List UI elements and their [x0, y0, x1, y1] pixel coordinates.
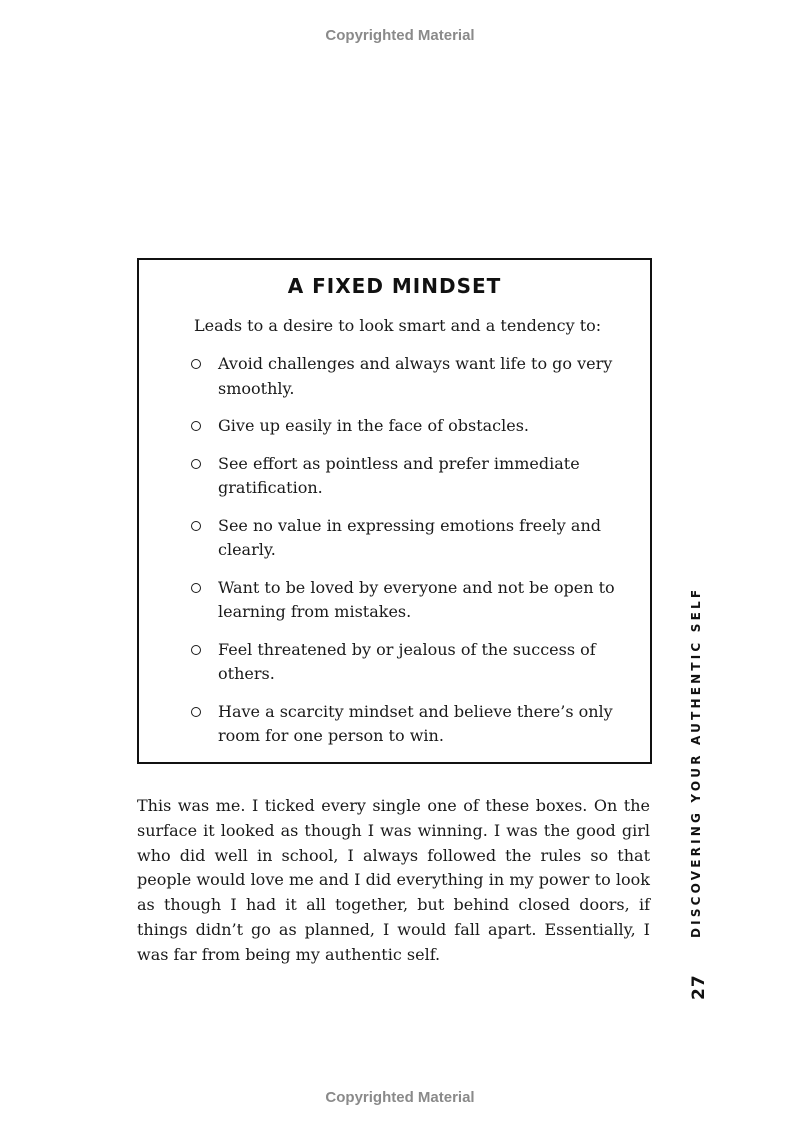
circle-bullet-icon — [191, 521, 201, 531]
circle-bullet-icon — [191, 421, 201, 431]
list-item-text: See effort as pointless and prefer immediate gratification. — [218, 453, 580, 497]
list-item-text: Feel threatened by or jealous of the success of others. — [218, 639, 596, 683]
list-item-text: See no value in expressing emotions freely and clearly. — [218, 515, 601, 559]
list-item — [191, 352, 631, 401]
copyright-watermark-top: Copyrighted Material — [325, 27, 475, 44]
page-number: 27 — [689, 974, 709, 1000]
circle-bullet-icon — [191, 359, 201, 369]
mindset-list — [191, 352, 631, 762]
circle-bullet-icon — [191, 459, 201, 469]
circle-bullet-icon — [191, 583, 201, 593]
list-item-text: Want to be loved by everyone and not be open to learning from mistakes. — [218, 577, 615, 621]
copyright-watermark-bottom: Copyrighted Material — [325, 1089, 475, 1106]
running-head: DISCOVERING YOUR AUTHENTIC SELF — [689, 586, 703, 938]
fixed-mindset-box — [137, 258, 652, 764]
circle-bullet-icon — [191, 645, 201, 655]
circle-bullet-icon — [191, 707, 201, 717]
list-item-text: Have a scarcity mindset and believe there’s only room for one person to win. — [218, 701, 613, 745]
box-title: A FIXED MINDSET — [287, 274, 502, 298]
list-item-text: Avoid challenges and always want life to go very smoothly. — [218, 354, 613, 398]
list-item — [191, 700, 631, 749]
box-intro: Leads to a desire to look smart and a tendency to: — [194, 316, 602, 335]
list-item-text: Give up easily in the face of obstacles. — [218, 416, 530, 435]
list-item — [191, 452, 631, 501]
list-item — [191, 514, 631, 563]
list-item — [191, 638, 631, 687]
list-item — [191, 414, 631, 439]
list-item — [191, 576, 631, 625]
body-paragraph: This was me. I ticked every single one of these boxes. On the surface it looked as though I was winning. I was the good girl who did well in school, I always followed the rules so that people would love me and I did everything in my power to look as though I had it all together, but behind closed doors, if things didn’t go as planned, I would fall apart. Essentially, I was far from being my authentic self. — [137, 796, 650, 964]
